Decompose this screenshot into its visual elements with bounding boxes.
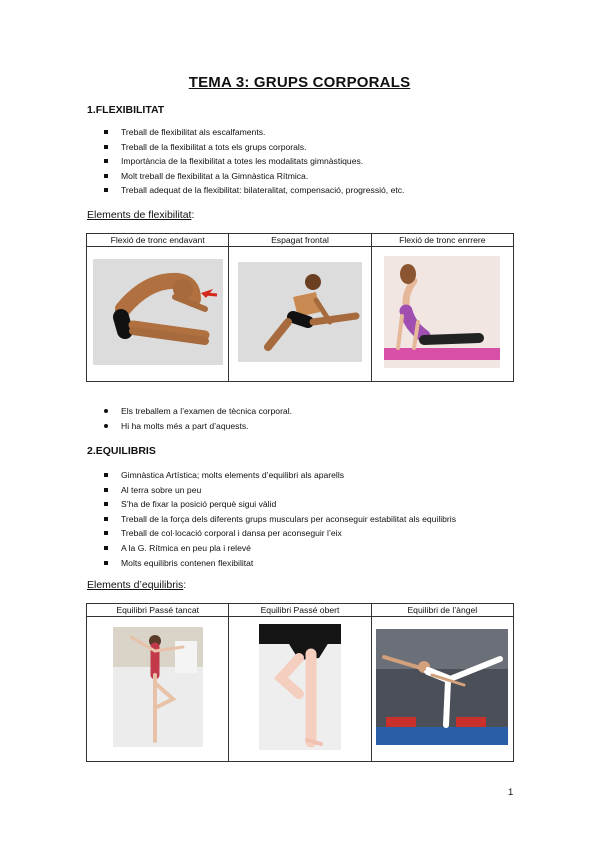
section-heading-equilibris: 2.EQUILIBRIS [87, 445, 156, 457]
list-item: Al terra sobre un peu [103, 483, 456, 498]
list-item: Treball adequat de la flexibilitat: bilateralitat, compensació, progressió, etc. [103, 183, 404, 198]
flexibilitat-bullet-list [103, 125, 404, 198]
list-item: Molts equilibris contenen flexibilitat [103, 556, 456, 571]
backward-bend-photo [384, 256, 500, 368]
subheading-elements-equilibris: Elements d’equilibris: [87, 579, 187, 591]
table-header: Espagat frontal [229, 234, 371, 247]
list-item: S’ha de fixar la posició perquè sigui vàlid [103, 497, 456, 512]
flexibilitat-elements-table [86, 233, 514, 382]
list-item: Treball de la força dels diferents grups musculars per aconseguir estabilitat als equilibris [103, 512, 456, 527]
table-cell [229, 247, 371, 382]
subheading-elements-flexibilitat: Elements de flexibilitat: [87, 209, 195, 221]
table-cell [371, 247, 513, 382]
flexibilitat-notes-list [103, 404, 292, 433]
table-cell [371, 617, 513, 762]
list-item: Treball de flexibilitat als escalfaments. [103, 125, 404, 140]
equilibris-bullet-list [103, 468, 456, 570]
section-heading-flexibilitat: 1.FLEXIBILITAT [87, 104, 165, 116]
table-cell [229, 617, 371, 762]
list-item: Importància de la flexibilitat a totes les modalitats gimnàstiques. [103, 154, 404, 169]
list-item: Gimnàstica Artística; molts elements d’equilibri als aparells [103, 468, 456, 483]
page-title: TEMA 3: GRUPS CORPORALS [188, 74, 411, 91]
equilibris-elements-table [86, 603, 514, 762]
frontal-split-photo [238, 262, 362, 362]
table-header: Equilibri Passé tancat [87, 604, 229, 617]
list-item: A la G. Rítmica en peu pla i relevé [103, 541, 456, 556]
table-header: Equilibri de l’àngel [371, 604, 513, 617]
list-item: Treball de col·locació corporal i dansa per aconseguir l’eix [103, 526, 456, 541]
table-header: Flexió de tronc endavant [87, 234, 229, 247]
list-item: Treball de la flexibilitat a tots els grups corporals. [103, 140, 404, 155]
arabesque-photo [376, 629, 508, 745]
forward-bend-photo [93, 259, 223, 365]
list-item: Els treballem a l’examen de tècnica corporal. [103, 404, 292, 419]
table-header: Flexió de tronc enrrere [371, 234, 513, 247]
table-cell [87, 247, 229, 382]
passe-open-photo [259, 624, 341, 750]
passe-closed-photo [113, 627, 203, 747]
list-item: Molt treball de flexibilitat a la Gimnàstica Rítmica. [103, 169, 404, 184]
table-header: Equilibri Passé obert [229, 604, 371, 617]
list-item: Hi ha molts més a part d’aquests. [103, 419, 292, 434]
table-cell [87, 617, 229, 762]
page-number: 1 [508, 787, 514, 798]
